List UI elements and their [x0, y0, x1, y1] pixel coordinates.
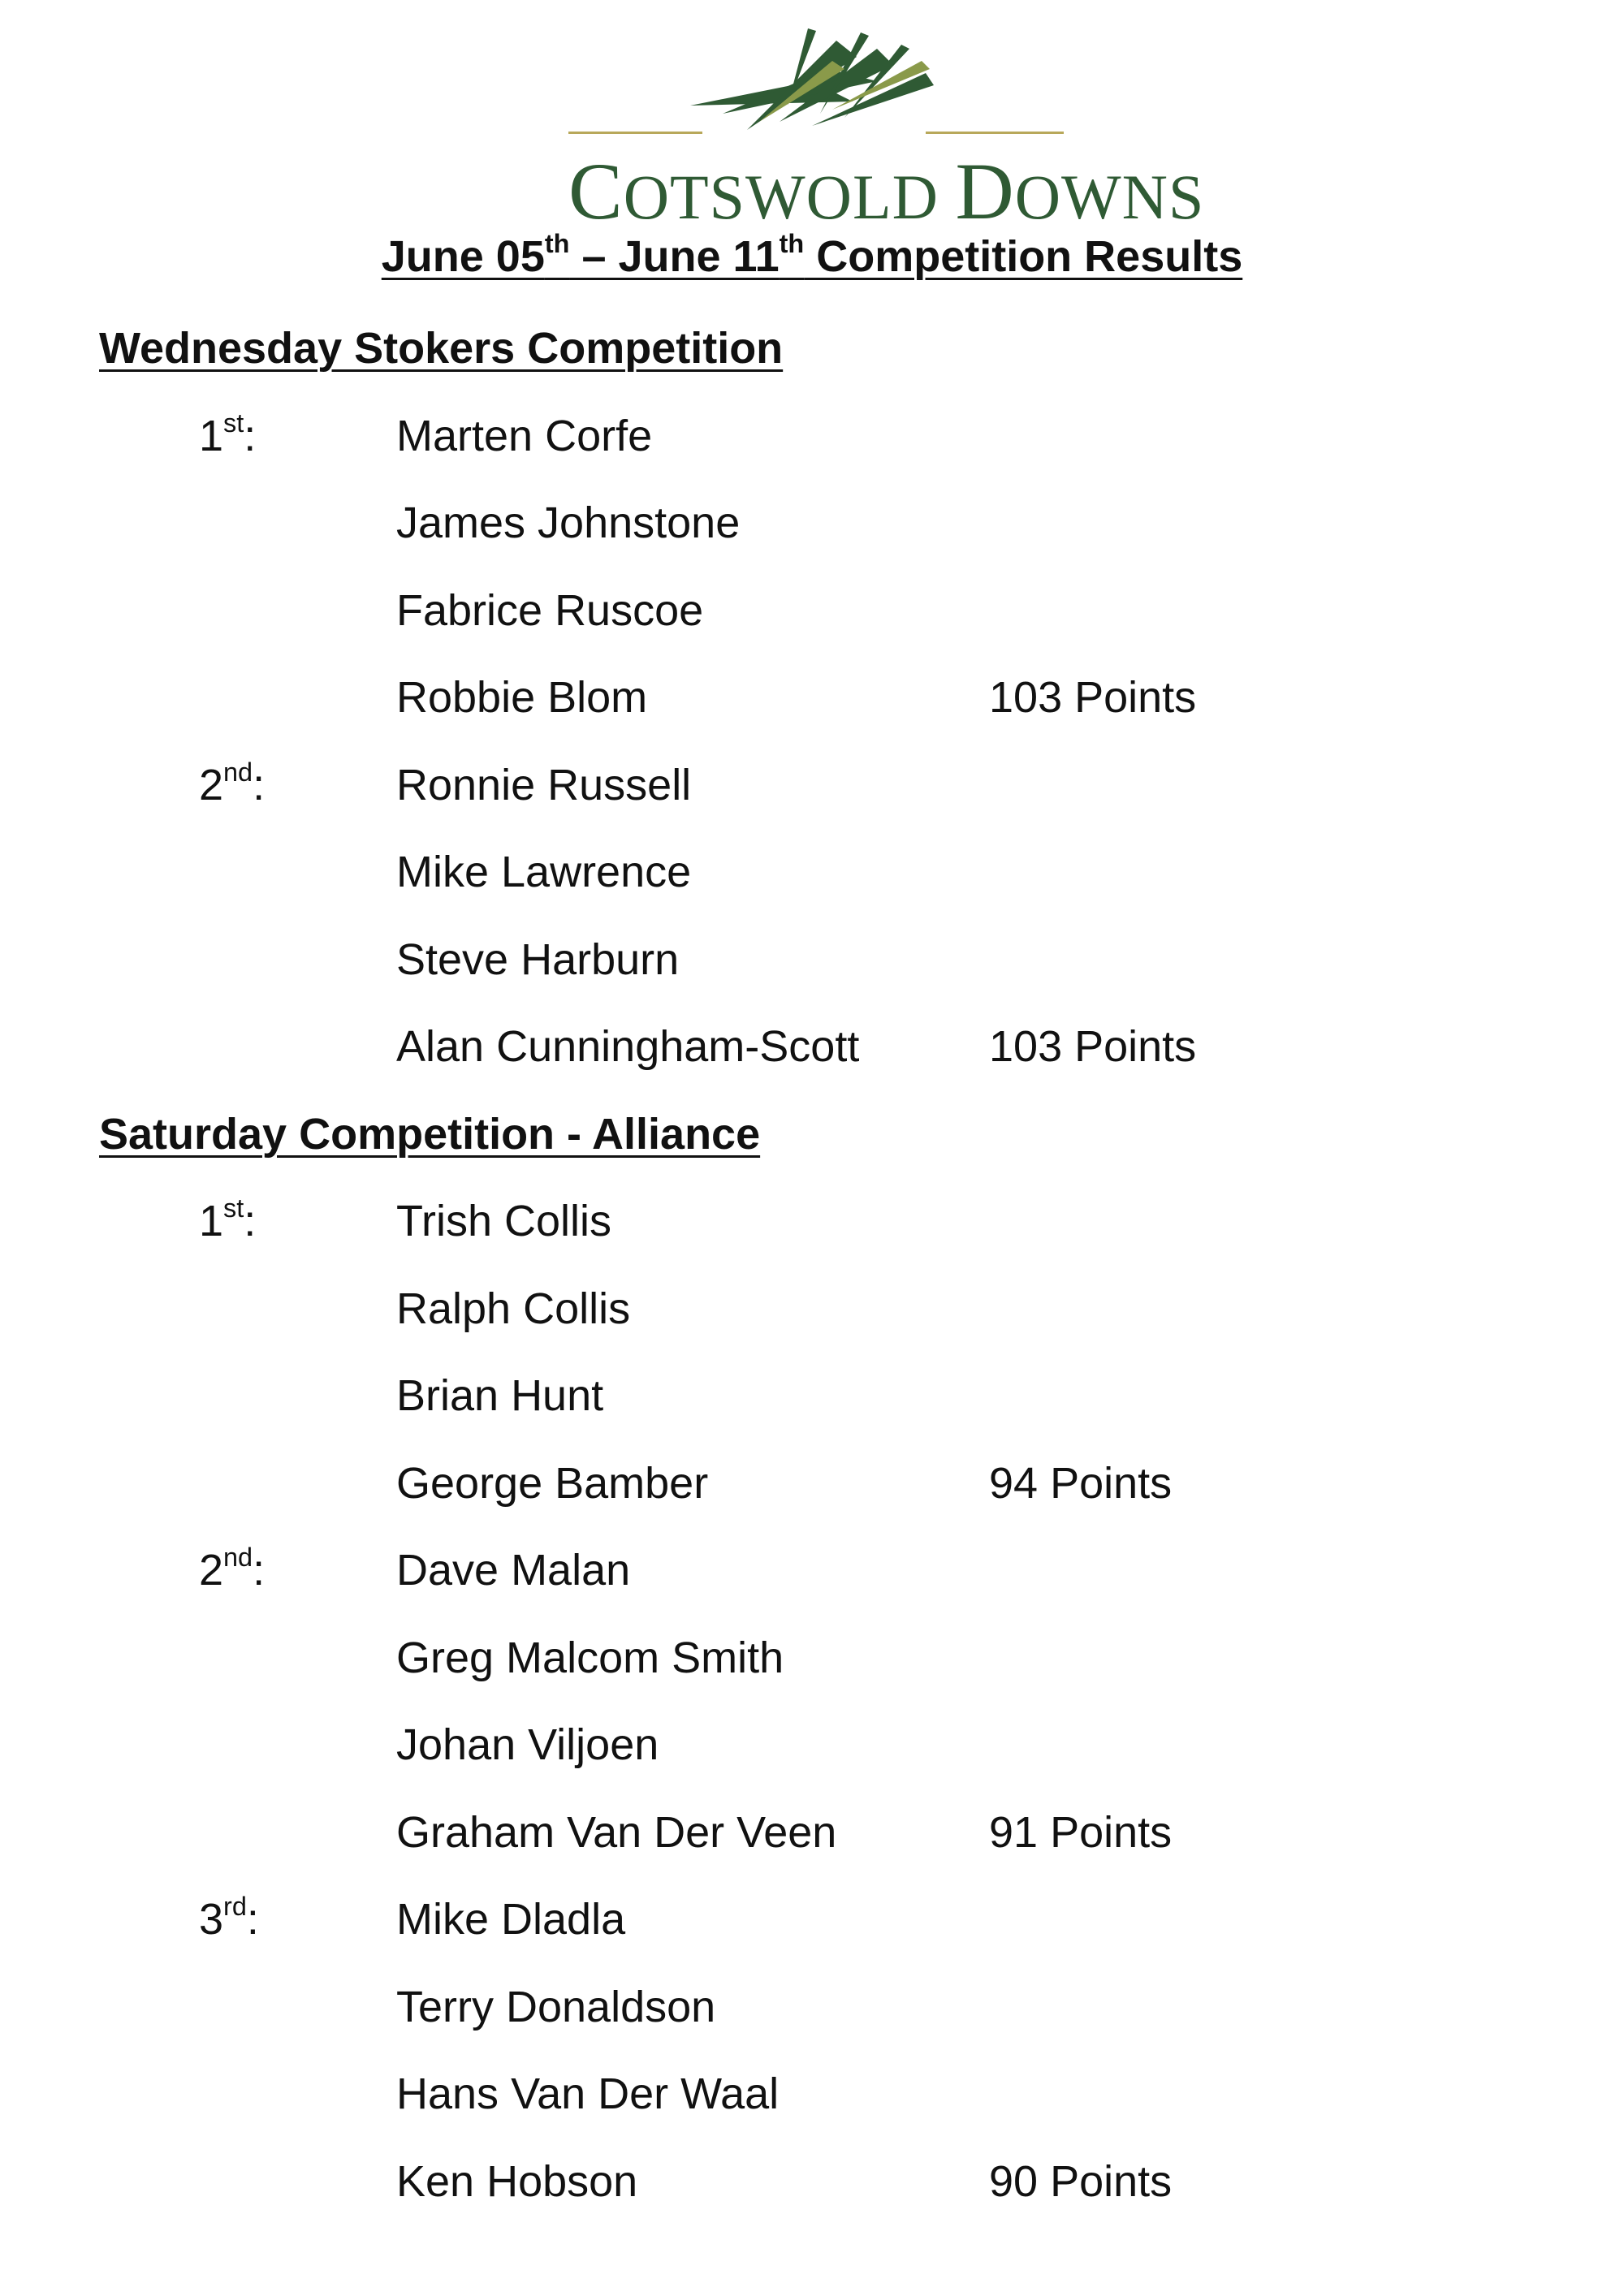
grass-leaves-icon — [690, 24, 942, 142]
section-heading: Wednesday Stokers Competition — [99, 324, 784, 373]
player-name: Alan Cunningham-Scott — [396, 1022, 860, 1071]
player-name: Johan Viljoen — [396, 1720, 659, 1769]
result-row — [0, 408, 1624, 468]
player-name: Fabrice Ruscoe — [396, 585, 704, 635]
points-value: 91 Points — [989, 1807, 1173, 1857]
player-name: Marten Corfe — [396, 411, 653, 460]
result-row — [0, 1021, 1624, 1078]
player-name: Trish Collis — [396, 1197, 612, 1245]
player-name: Mike Lawrence — [396, 848, 692, 896]
player-name: Graham Van Der Veen — [396, 1807, 837, 1857]
player-name: Brian Hunt — [396, 1371, 604, 1420]
logo-rule-right — [926, 132, 1064, 134]
player-name: Steve Harburn — [396, 934, 680, 984]
player-name: Terry Donaldson — [396, 1982, 716, 2031]
player-name: Greg Malcom Smith — [396, 1633, 784, 1682]
result-row — [0, 1370, 1624, 1427]
points-value: 90 Points — [989, 2156, 1173, 2206]
place-label: 3rd: — [199, 1892, 259, 1944]
result-row — [0, 1982, 1624, 2039]
result-row — [0, 1284, 1624, 1340]
place-label: 2nd: — [199, 1543, 266, 1595]
result-row — [0, 1458, 1624, 1515]
result-row — [0, 934, 1624, 991]
result-row — [0, 2069, 1624, 2126]
player-name: Ronnie Russell — [396, 760, 692, 809]
points-value: 103 Points — [989, 1022, 1197, 1071]
result-row — [0, 585, 1624, 642]
result-row — [0, 672, 1624, 729]
points-value: 103 Points — [989, 673, 1197, 722]
logo-rule-left — [568, 132, 702, 134]
place-label: 2nd: — [199, 757, 266, 809]
player-name: George Bamber — [396, 1458, 709, 1508]
place-label: 1st: — [199, 1193, 257, 1245]
points-value: 94 Points — [989, 1458, 1173, 1508]
player-name: Mike Dladla — [396, 1895, 626, 1944]
result-row — [0, 1633, 1624, 1690]
result-row — [0, 1193, 1624, 1253]
cotswold-downs-logo — [568, 24, 1205, 236]
brand-name: COTSWOLD DOWNS — [568, 146, 1205, 236]
result-row — [0, 498, 1624, 555]
player-name: Ken Hobson — [396, 2156, 638, 2206]
player-name: Hans Van Der Waal — [396, 2069, 780, 2118]
result-row — [0, 1807, 1624, 1864]
section-heading: Saturday Competition - Alliance — [99, 1109, 761, 1159]
result-row — [0, 847, 1624, 904]
result-row — [0, 1720, 1624, 1776]
player-name: Ralph Collis — [396, 1284, 631, 1333]
page-title: June 05th – June 11th Competition Results — [381, 229, 1243, 281]
player-name: James Johnstone — [396, 498, 741, 547]
result-row — [0, 1894, 1624, 1951]
result-row — [0, 2156, 1624, 2213]
result-row — [0, 757, 1624, 817]
result-row — [0, 1545, 1624, 1602]
place-label: 1st: — [199, 408, 257, 460]
player-name: Robbie Blom — [396, 673, 648, 722]
player-name: Dave Malan — [396, 1546, 631, 1595]
